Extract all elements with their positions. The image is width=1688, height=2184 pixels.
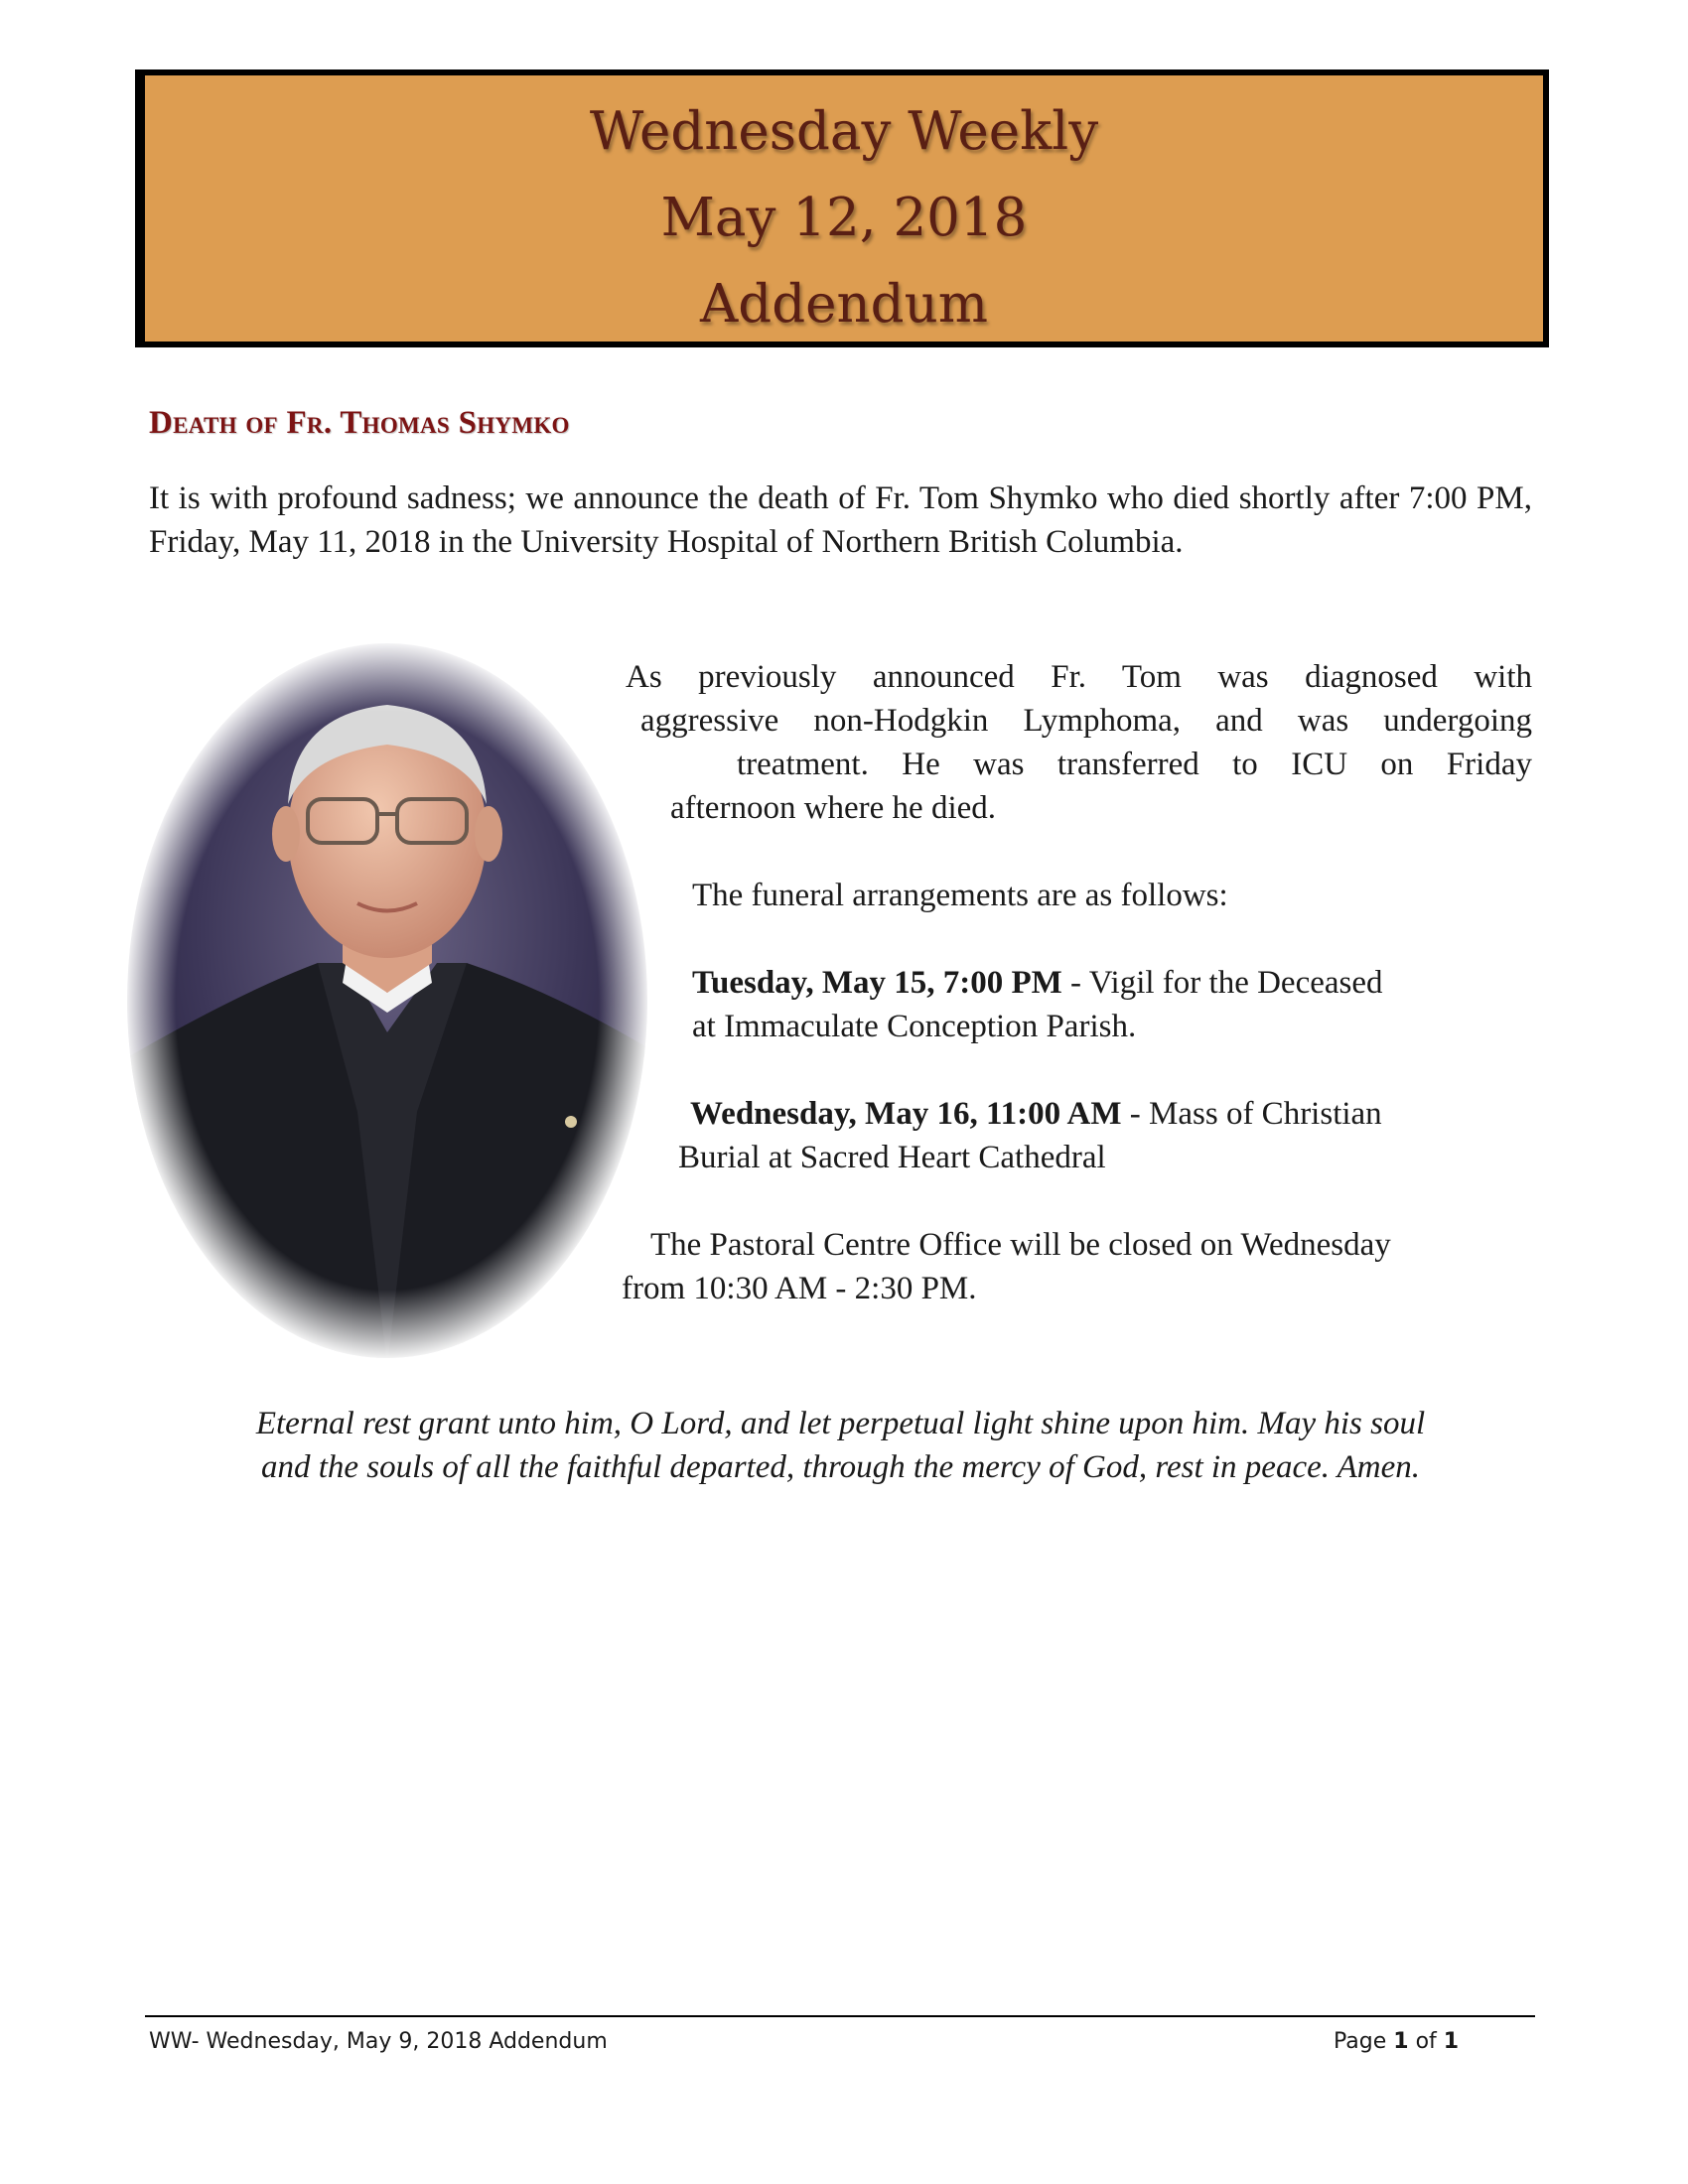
- page-current: 1: [1393, 2029, 1409, 2054]
- mass-date: Wednesday, May 16, 11:00 AM: [690, 1096, 1122, 1132]
- vigil-description: - Vigil for the Deceased: [1061, 965, 1383, 1001]
- footer-page-number: [1334, 2029, 1459, 2054]
- footer-divider: [145, 2015, 1535, 2017]
- banner-date: May 12, 2018: [660, 188, 1028, 248]
- blessing-line-2: and the souls of all the faithful departed, through the mercy of God, rest in peace. Amen.: [260, 1449, 1421, 1485]
- portrait-photo: [119, 635, 655, 1366]
- office-line-2: from 10:30 AM - 2:30 PM.: [622, 1271, 977, 1306]
- newsletter-banner: [135, 69, 1549, 347]
- article-heading: Death of Fr. Thomas Shymko: [149, 405, 570, 441]
- intro-paragraph: It is with profound sadness; we announce the death of Fr. Tom Shymko who died shortly after 7:00 PM, Friday, May 11, 2018 in the University Hospital of Northern British Columbia.: [149, 480, 1532, 560]
- vigil-date: Tuesday, May 15, 7:00 PM: [692, 965, 1062, 1001]
- blessing-line-1: Eternal rest grant unto him, O Lord, and let perpetual light shine upon him. May his soul: [255, 1406, 1426, 1441]
- page-of: of: [1415, 2029, 1437, 2054]
- diagnosis-line-3: treatment. He was transferred to ICU on Friday: [737, 747, 1532, 782]
- arrangements-intro: The funeral arrangements are as follows:: [692, 878, 1228, 913]
- banner-subtitle: Addendum: [700, 274, 988, 335]
- page-label: Page: [1334, 2029, 1387, 2054]
- vigil-line-1: [692, 961, 1383, 1005]
- diagnosis-line-1: As previously announced Fr. Tom was diagnosed with: [626, 659, 1532, 695]
- footer-document-title: WW- Wednesday, May 9, 2018 Addendum: [149, 2029, 608, 2054]
- mass-line-1: [690, 1092, 1382, 1136]
- prayer-blessing: [149, 1402, 1532, 1489]
- mass-line-2: Burial at Sacred Heart Cathedral: [678, 1140, 1106, 1175]
- diagnosis-line-2: aggressive non-Hodgkin Lymphoma, and was undergoing: [640, 703, 1532, 739]
- banner-title: Wednesday Weekly: [589, 101, 1099, 162]
- vigil-line-2: at Immaculate Conception Parish.: [692, 1009, 1137, 1044]
- mass-description: - Mass of Christian: [1121, 1096, 1382, 1132]
- office-line-1: The Pastoral Centre Office will be closed on Wednesday: [650, 1227, 1391, 1263]
- page-total: 1: [1443, 2029, 1460, 2054]
- diagnosis-line-4: afternoon where he died.: [670, 790, 997, 826]
